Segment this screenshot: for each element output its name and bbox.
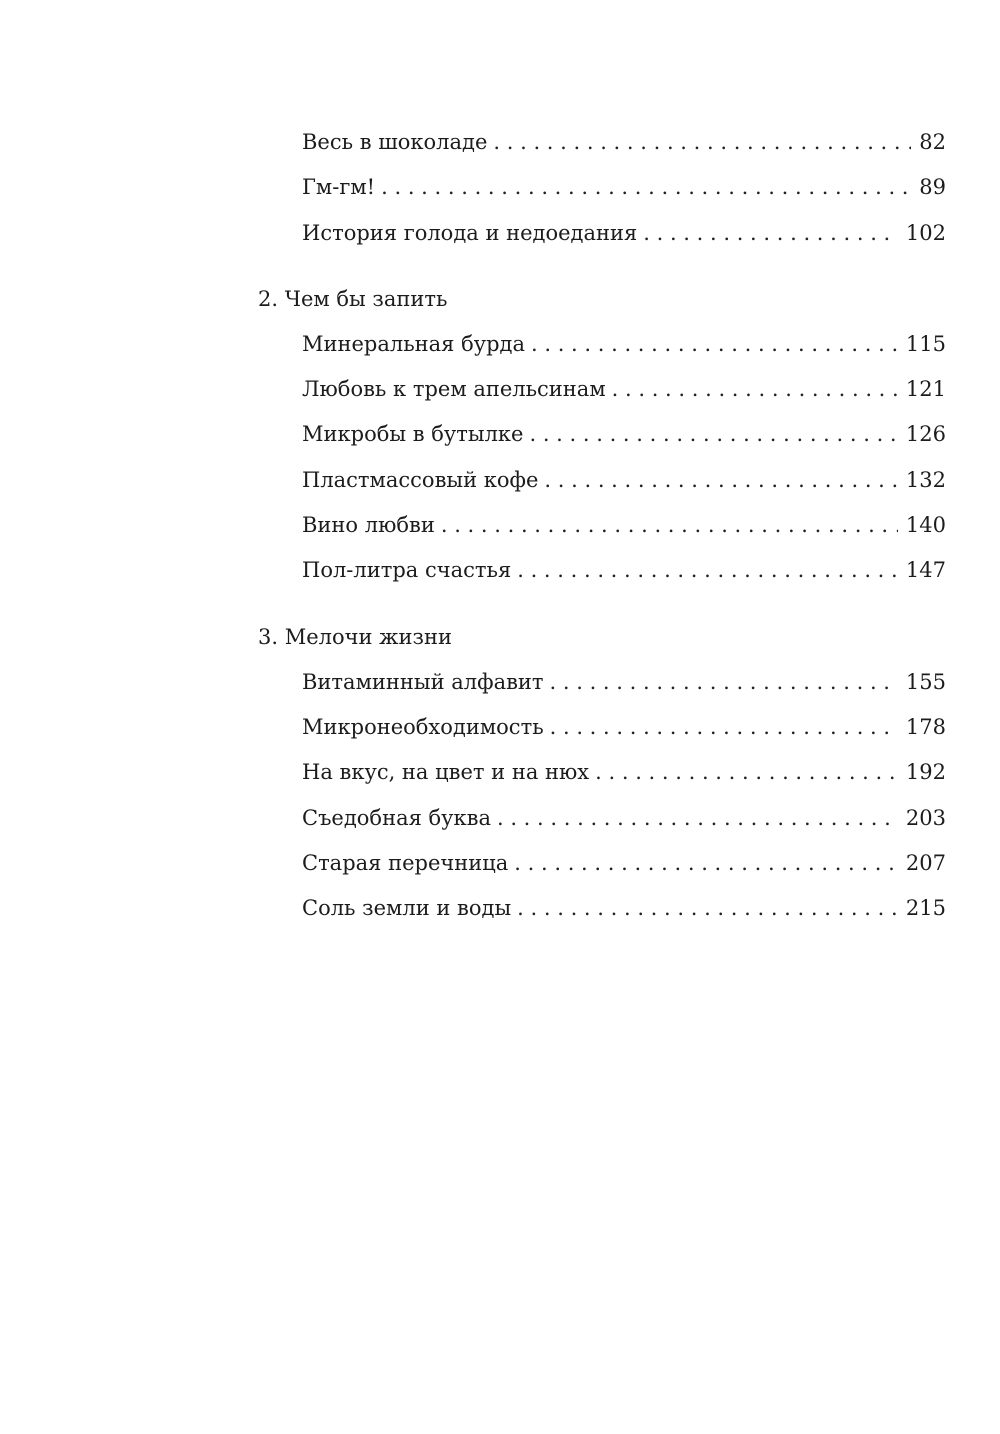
- toc-entry[interactable]: [302, 796, 946, 841]
- dot-leader: [441, 503, 898, 548]
- dot-leader: [612, 367, 898, 412]
- entry-page-number: 115: [905, 331, 946, 356]
- entry-title: Съедобная буква: [302, 805, 491, 830]
- table-of-contents: [258, 120, 946, 931]
- dot-leader: [381, 165, 911, 210]
- entry-page-number: 140: [905, 513, 946, 538]
- entry-page-number: 215: [905, 896, 946, 921]
- dot-leader: [550, 660, 898, 705]
- toc-entry[interactable]: [302, 548, 946, 593]
- dot-leader: [531, 322, 898, 367]
- section-spacer: [258, 256, 946, 277]
- dot-leader: [514, 841, 898, 886]
- entry-page-number: 126: [905, 422, 946, 447]
- entry-page-number: 121: [905, 377, 946, 402]
- toc-entry[interactable]: [302, 750, 946, 795]
- toc-entry[interactable]: [302, 705, 946, 750]
- dot-leader: [517, 548, 898, 593]
- toc-entry[interactable]: [302, 165, 946, 210]
- toc-section-3: [258, 615, 946, 932]
- toc-entry[interactable]: [302, 841, 946, 886]
- entry-title: Микронеобходимость: [302, 714, 544, 739]
- toc-entry[interactable]: [302, 211, 946, 256]
- entry-page-number: 178: [905, 714, 946, 739]
- toc-entries: [258, 660, 946, 932]
- section-heading[interactable]: 3. Мелочи жизни: [258, 624, 452, 649]
- toc-entry[interactable]: [302, 322, 946, 367]
- toc-entries: [258, 322, 946, 594]
- entry-title: Гм-гм!: [302, 175, 376, 200]
- entry-title: Вино любви: [302, 513, 435, 538]
- toc-entry[interactable]: [302, 412, 946, 457]
- entry-page-number: 132: [905, 467, 946, 492]
- dot-leader: [497, 796, 898, 841]
- section-spacer: [258, 594, 946, 615]
- toc-entry[interactable]: [302, 458, 946, 503]
- entry-title: Минеральная бурда: [302, 331, 525, 356]
- toc-entry[interactable]: [302, 660, 946, 705]
- entry-page-number: 155: [905, 669, 946, 694]
- entry-title: История голода и недоедания: [302, 220, 638, 245]
- entry-page-number: 147: [905, 558, 946, 583]
- entry-title: Витаминный алфавит: [302, 669, 544, 694]
- toc-entry[interactable]: [302, 367, 946, 412]
- entry-title: Любовь к трем апельсинам: [302, 377, 606, 402]
- section-heading[interactable]: 2. Чем бы запить: [258, 286, 448, 311]
- entry-title: Пластмассовый кофе: [302, 467, 539, 492]
- dot-leader: [550, 705, 898, 750]
- entry-page-number: 207: [905, 850, 946, 875]
- entry-page-number: 102: [905, 220, 946, 245]
- entry-title: Весь в шоколаде: [302, 130, 488, 154]
- entry-title: На вкус, на цвет и на нюх: [302, 760, 590, 785]
- dot-leader: [529, 412, 897, 457]
- entry-page-number: 192: [905, 760, 946, 785]
- dot-leader: [517, 886, 898, 931]
- entry-title: Старая перечница: [302, 850, 509, 875]
- entry-title: Микробы в бутылке: [302, 422, 524, 447]
- toc-section-2: [258, 277, 946, 594]
- toc-entry[interactable]: [302, 886, 946, 931]
- entry-title: Соль земли и воды: [302, 896, 512, 921]
- entry-page-number: 89: [919, 175, 946, 200]
- entry-title: Пол-литра счастья: [302, 558, 512, 583]
- dot-leader: [643, 211, 898, 256]
- toc-entry[interactable]: [302, 503, 946, 548]
- toc-section-1: [258, 120, 946, 256]
- entry-page-number: 82: [919, 130, 946, 154]
- dot-leader: [544, 458, 897, 503]
- entry-page-number: 203: [905, 805, 946, 830]
- toc-entry[interactable]: [302, 120, 946, 165]
- toc-entries: [258, 120, 946, 256]
- dot-leader: [595, 750, 898, 795]
- dot-leader: [493, 120, 911, 165]
